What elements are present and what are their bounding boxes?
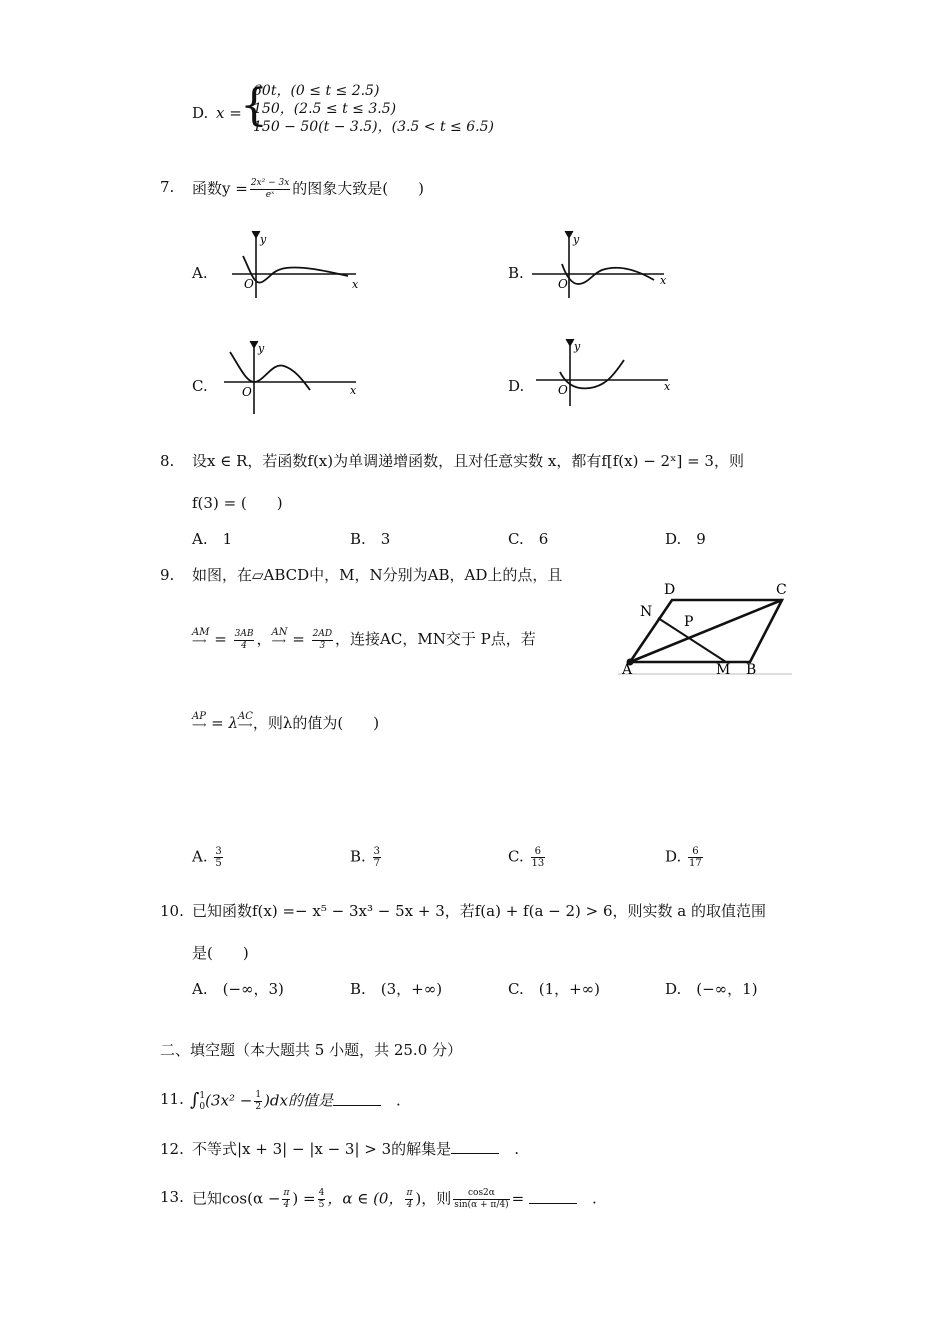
q12-number: 12. bbox=[160, 1140, 184, 1158]
q7-a-origin: O bbox=[244, 277, 254, 291]
q7-c-origin: O bbox=[242, 385, 252, 399]
q7-stem bbox=[192, 178, 424, 201]
q7-prefix: 函数y = bbox=[192, 179, 248, 198]
q8-option-a: A. 1 bbox=[192, 530, 233, 548]
q9-label-c: C bbox=[776, 582, 787, 598]
q9-vec-ap: AP ⟶ bbox=[192, 711, 207, 731]
section-heading: 二、填空题（本大题共 5 小题，共 25.0 分） bbox=[160, 1041, 463, 1059]
q7-option-d-label: D. bbox=[508, 377, 525, 395]
q7-suffix: 的图象大致是( ) bbox=[292, 179, 425, 198]
q9-label-n: N bbox=[640, 604, 653, 620]
q8-line1: 设x ∈ R，若函数f(x)为单调递增函数，且对任意实数 x，都有f[f(x) − 2ˣ] = 3，则 bbox=[192, 452, 744, 470]
q6-lhs: x = bbox=[216, 104, 242, 122]
q9-label-b: B bbox=[746, 662, 757, 678]
q10-line2: 是( ) bbox=[192, 944, 249, 962]
q7-a-x-label: x bbox=[352, 278, 359, 291]
q10-option-a: A. (−∞，3) bbox=[192, 980, 284, 998]
q9-option-b: B. $\frac{3}{7}$ bbox=[350, 846, 380, 869]
q9-label-a: A bbox=[622, 662, 633, 678]
q8-option-c: C. 6 bbox=[508, 530, 549, 548]
q7-d-x-label: x bbox=[664, 380, 671, 393]
q7-graph-b bbox=[530, 230, 670, 300]
q8-option-d: D. 9 bbox=[665, 530, 706, 548]
q9-frac-am: $\frac{3AB}{4}$ bbox=[234, 628, 254, 651]
q8-option-b: B. 3 bbox=[350, 530, 391, 548]
q7-graph-c bbox=[220, 340, 362, 416]
q10-line1: 已知函数f(x) =− x⁵ − 3x³ − 5x + 3，若f(a) + f(a − 2) > 6，则实数 a 的取值范围 bbox=[192, 902, 767, 920]
q9-lambda: = λ bbox=[211, 714, 238, 732]
q11-answer-blank[interactable] bbox=[333, 1093, 381, 1106]
q9-label-d: D bbox=[664, 582, 676, 598]
q7-graph-d bbox=[534, 338, 674, 408]
q10-option-c: C. (1，+∞) bbox=[508, 980, 601, 998]
q8-line2: f(3) = ( ) bbox=[192, 494, 283, 512]
q7-option-c-label: C. bbox=[192, 377, 208, 395]
q7-d-y-label: y bbox=[574, 340, 581, 353]
q11-number: 11. bbox=[160, 1090, 184, 1108]
q7-number: 7. bbox=[160, 178, 175, 196]
q7-option-a-label: A. bbox=[192, 264, 208, 282]
q9-label-m: M bbox=[716, 662, 731, 678]
q10-option-d: D. (−∞，1) bbox=[665, 980, 758, 998]
q9-option-a: A. $\frac{3}{5}$ bbox=[192, 846, 222, 869]
q9-vec-ac: AC ⟶ bbox=[237, 711, 253, 731]
q9-parallelogram-figure bbox=[616, 578, 794, 678]
q9-vec-am: AM ⟶ bbox=[192, 627, 210, 647]
q9-label-p: P bbox=[684, 614, 694, 630]
q9-frac-an: $\frac{2AD}{3}$ bbox=[312, 628, 333, 651]
q7-b-y-label: y bbox=[573, 233, 580, 246]
q9-option-c: C. $\frac{6}{13}$ bbox=[508, 846, 545, 869]
q10-option-b: B. (3，+∞) bbox=[350, 980, 443, 998]
q6-case2: 150，(2.5 ≤ t ≤ 3.5) bbox=[253, 101, 397, 117]
q13-answer-blank[interactable] bbox=[529, 1191, 577, 1204]
q12-answer-blank[interactable] bbox=[451, 1141, 499, 1154]
q7-option-b-label: B. bbox=[508, 264, 524, 282]
q7-fraction: $\frac{\text{2x² − 3x}}{\text{eˣ}}$ bbox=[250, 178, 290, 200]
q7-b-origin: O bbox=[558, 277, 568, 291]
q9-line3 bbox=[192, 712, 379, 732]
q8-number: 8. bbox=[160, 452, 175, 470]
q9-line2-tail: ，连接AC，MN交于 P点，若 bbox=[335, 630, 536, 648]
q7-c-y-label: y bbox=[258, 342, 265, 355]
q7-b-x-label: x bbox=[660, 274, 667, 287]
q11-stem: ∫ 1 0 (3x² − $\frac{1}{2}$ )dx的值是 . bbox=[190, 1089, 401, 1112]
q10-number: 10. bbox=[160, 902, 184, 920]
q7-d-origin: O bbox=[558, 383, 568, 397]
q6-case1: 60t，(0 ≤ t ≤ 2.5) bbox=[253, 83, 380, 99]
q6-option-label: D. bbox=[192, 104, 209, 122]
q12-stem: 不等式|x + 3| − |x − 3| > 3的解集是 . bbox=[192, 1140, 519, 1158]
q9-line3-tail: ，则λ的值为( ) bbox=[252, 714, 380, 732]
q7-graph-a bbox=[230, 230, 365, 300]
q9-number: 9. bbox=[160, 566, 175, 584]
q6-case3: 150 − 50(t − 3.5)，(3.5 < t ≤ 6.5) bbox=[253, 119, 494, 135]
q9-line2: AM ⟶ = $\frac{3AB}{4}$ ，AN ⟶ = $\frac{2AD}{3}$ ，连接AC，MN交于 P点，若 bbox=[192, 627, 536, 651]
q9-option-d: D. $\frac{6}{17}$ bbox=[665, 846, 702, 869]
q7-a-y-label: y bbox=[260, 233, 267, 246]
q9-vec-an: AN ⟶ bbox=[271, 627, 288, 647]
q7-c-x-label: x bbox=[350, 384, 357, 397]
q13-number: 13. bbox=[160, 1188, 184, 1206]
q13-stem: 已知cos(α − $\frac{\pi}{4}$ ) = $\frac{4}{5}$ ，α ∈ (0， $\frac{\pi}{4}$ )，则 $\frac{\cos 2\alpha}{\sin(\alpha + \pi/4)}$ = . bbox=[192, 1188, 597, 1210]
q9-line1: 如图，在▱ABCD中，M，N分别为AB，AD上的点，且 bbox=[192, 566, 563, 584]
q6-brace: { bbox=[240, 80, 268, 131]
